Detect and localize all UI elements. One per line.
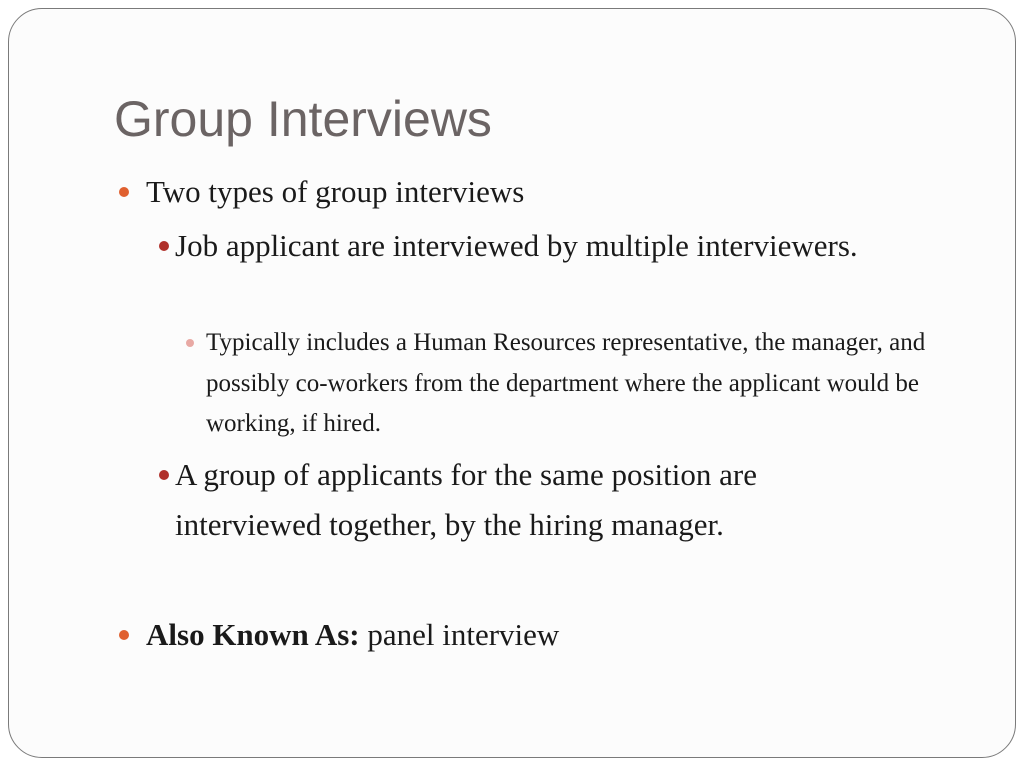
bullet-text: Job applicant are interviewed by multiple interviewers. [175,228,858,263]
aka-value: panel interview [367,617,560,652]
sub-bullet-item [175,221,895,271]
bullet-item [146,615,559,655]
bullet-dot-icon [159,241,169,251]
bullet-dot-icon [186,339,194,347]
bullet-text: Typically includes a Human Resources representative, the manager, and possibly co-workers from the department where the applicant would be working, if hired. [206,329,926,437]
slide [8,8,1016,758]
slide-body [9,9,1017,759]
bullet-text: A group of applicants for the same position are interviewed together, by the hiring manager. [175,457,757,542]
bullet-dot-icon [159,470,169,480]
bullet-dot-icon [119,187,129,197]
detail-bullet-item [206,323,926,445]
sub-bullet-item [175,450,895,550]
bullet-text: Two types of group interviews [146,174,525,209]
bullet-dot-icon [119,630,129,640]
aka-label: Also Known As: [146,617,360,652]
bullet-item [146,172,524,212]
slide-title: Group Interviews [114,91,492,147]
